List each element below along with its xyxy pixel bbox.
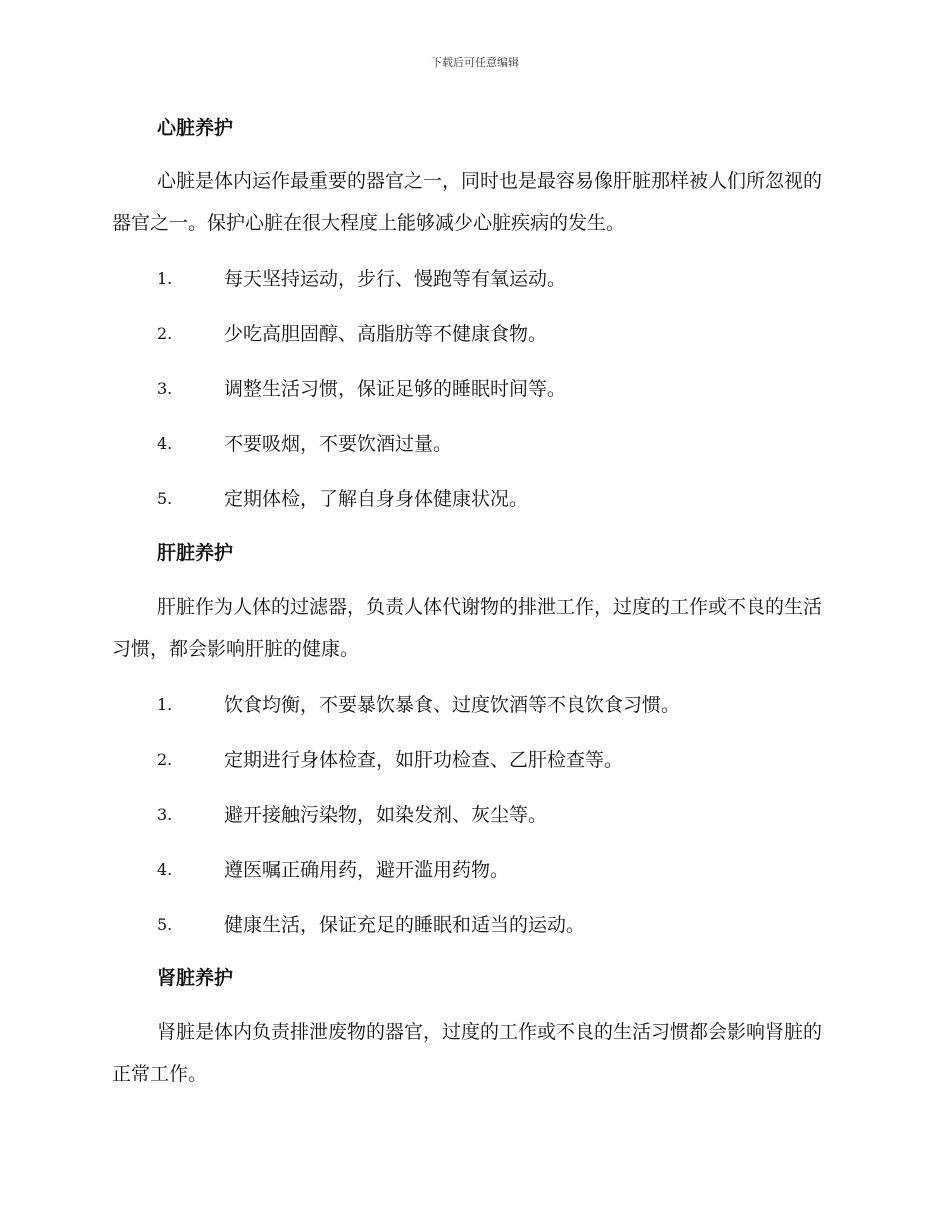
list-item-number: 4.	[157, 860, 173, 879]
list-item	[0, 484, 950, 514]
list-item	[0, 264, 950, 294]
list-item-text: 健康生活，保证充足的睡眠和适当的运动。	[224, 914, 586, 936]
list-item-text: 调整生活习惯，保证足够的睡眠时间等。	[224, 378, 567, 400]
list-item	[0, 690, 950, 720]
list-item-number: 5.	[157, 489, 173, 508]
list-item-text: 定期体检，了解自身身体健康状况。	[224, 488, 529, 510]
list-item-number: 3.	[157, 379, 173, 398]
section-title-heart: 心脏养护	[157, 117, 234, 139]
list-item-text: 饮食均衡，不要暴饮暴食、过度饮酒等不良饮食习惯。	[224, 694, 681, 716]
section-title-kidney: 肾脏养护	[157, 967, 234, 989]
list-item-number: 2.	[157, 750, 173, 769]
list-item	[0, 319, 950, 349]
list-item-text: 少吃高胆固醇、高脂肪等不健康食物。	[224, 323, 548, 345]
list-item	[0, 374, 950, 404]
list-item	[0, 429, 950, 459]
list-item-text: 不要吸烟，不要饮酒过量。	[224, 433, 453, 455]
section-title-liver: 肝脏养护	[157, 542, 234, 564]
list-item-text: 每天坚持运动，步行、慢跑等有氧运动。	[224, 268, 567, 290]
list-item-text: 避开接触污染物，如染发剂、灰尘等。	[224, 804, 548, 826]
list-item-number: 3.	[157, 805, 173, 824]
list-item-number: 2.	[157, 324, 173, 343]
section-intro-kidney: 肾脏是体内负责排泄废物的器官，过度的工作或不良的生活习惯都会影响肾脏的正常工作。	[112, 1021, 823, 1085]
list-item	[0, 745, 950, 775]
list-item	[0, 800, 950, 830]
list-item-number: 1.	[157, 695, 173, 714]
page-header: 下载后可任意编辑	[431, 56, 519, 69]
section-intro-heart: 心脏是体内运作最重要的器官之一，同时也是最容易像肝脏那样被人们所忽视的器官之一。保护心脏在很大程度上能够减少心脏疾病的发生。	[112, 170, 823, 234]
list-item-number: 4.	[157, 434, 173, 453]
list-item-text: 遵医嘱正确用药，避开滥用药物。	[224, 859, 510, 881]
list-item	[0, 910, 950, 940]
section-intro-liver: 肝脏作为人体的过滤器，负责人体代谢物的排泄工作，过度的工作或不良的生活习惯，都会影响肝脏的健康。	[112, 596, 823, 660]
list-item	[0, 855, 950, 885]
list-item-number: 5.	[157, 915, 173, 934]
list-item-text: 定期进行身体检查，如肝功检查、乙肝检查等。	[224, 749, 624, 771]
list-item-number: 1.	[157, 269, 173, 288]
